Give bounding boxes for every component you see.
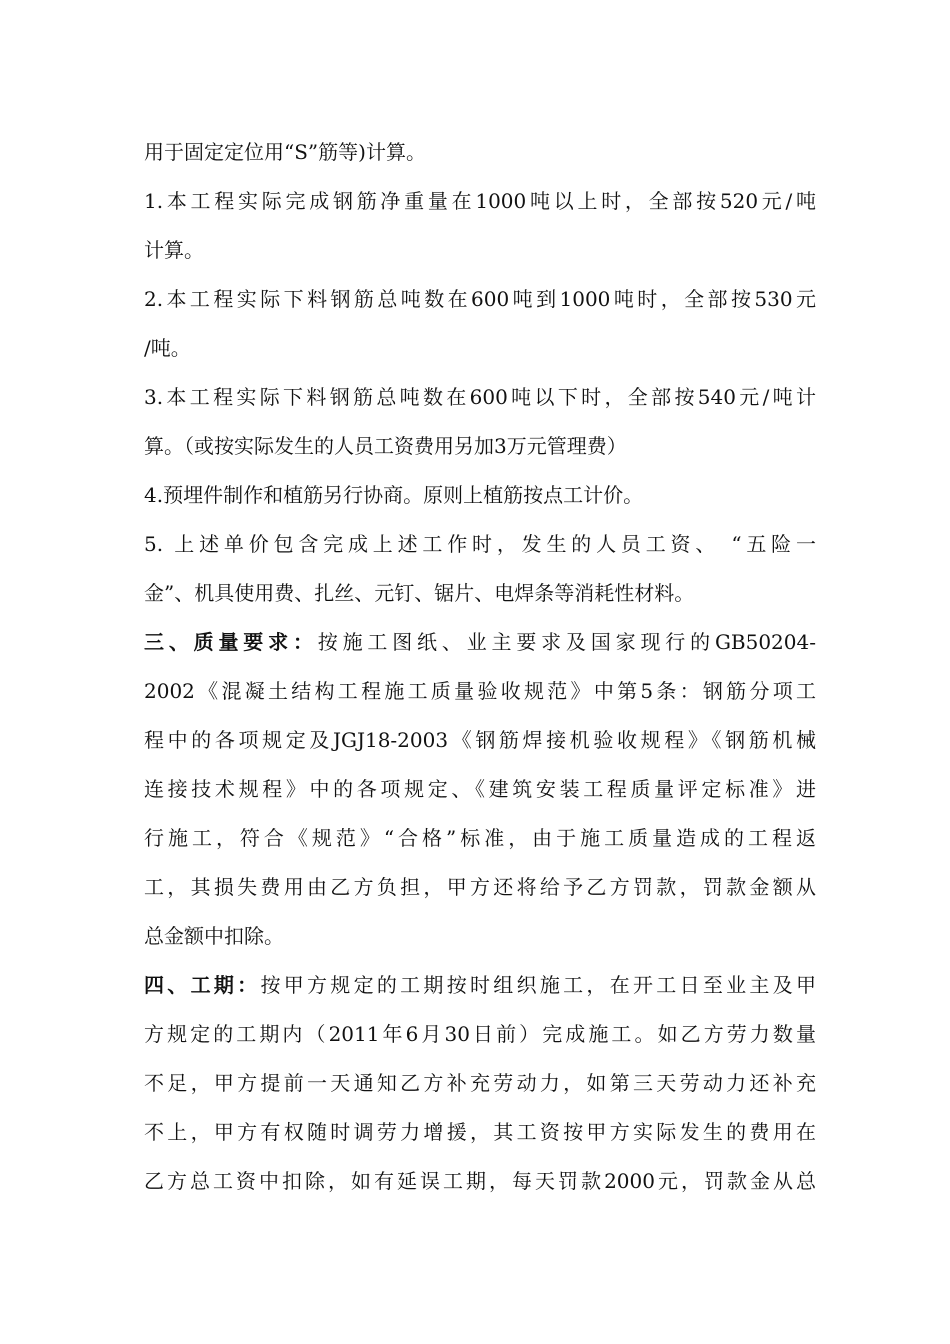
line-text: 3.本工程实际下料钢筋总吨数在600吨以下时，全部按540元/吨计 [144, 385, 816, 409]
section-heading: 三、质量要求： [144, 630, 318, 654]
document-line [144, 716, 816, 765]
document-line [144, 814, 816, 863]
document-line [144, 1157, 816, 1206]
line-text: 不上，甲方有权随时调劳力增援，其工资按甲方实际发生的费用在 [144, 1120, 816, 1144]
document-line [144, 569, 816, 618]
line-text: 不足，甲方提前一天通知乙方补充劳动力，如第三天劳动力还补充 [144, 1071, 816, 1095]
line-text: /吨。 [144, 336, 191, 360]
line-text: 用于固定定位用“S”筋等)计算。 [144, 140, 426, 164]
document-line [144, 226, 816, 275]
document-line [144, 863, 816, 912]
line-text: 程中的各项规定及JGJ18-2003《钢筋焊接机验收规程》《钢筋机械 [144, 728, 816, 752]
document-line [144, 177, 816, 226]
line-text: 5. 上述单价包含完成上述工作时，发生的人员工资、 “五险一 [144, 532, 816, 556]
line-text: 计算。 [144, 238, 204, 262]
document-line [144, 1010, 816, 1059]
document-line [144, 765, 816, 814]
line-text: 方规定的工期内（2011年6月30日前）完成施工。如乙方劳力数量 [144, 1022, 816, 1046]
line-text: 算。（或按实际发生的人员工资费用另加3万元管理费） [144, 434, 627, 458]
document-line [144, 618, 816, 667]
document-line [144, 324, 816, 373]
line-text: 1.本工程实际完成钢筋净重量在1000吨以上时，全部按520元/吨 [144, 189, 816, 213]
document-line [144, 275, 816, 324]
line-text: 2.本工程实际下料钢筋总吨数在600吨到1000吨时，全部按530元 [144, 287, 816, 311]
line-text: 金”、机具使用费、扎丝、元钉、锯片、电焊条等消耗性材料。 [144, 581, 695, 605]
document-line [144, 422, 816, 471]
line-text: 按施工图纸、业主要求及国家现行的GB50204- [317, 630, 816, 654]
section-heading: 四、工期： [144, 973, 261, 997]
line-text: 2002《混凝土结构工程施工质量验收规范》中第5条：钢筋分项工 [144, 679, 816, 703]
document-line [144, 1059, 816, 1108]
document-line [144, 373, 816, 422]
line-text: 总金额中扣除。 [144, 924, 284, 948]
document-line [144, 667, 816, 716]
line-text: 工，其损失费用由乙方负担，甲方还将给予乙方罚款，罚款金额从 [144, 875, 816, 899]
document-line [144, 1108, 816, 1157]
document-body [144, 128, 816, 1206]
line-text: 4.预埋件制作和植筋另行协商。原则上植筋按点工计价。 [144, 483, 644, 507]
document-line [144, 912, 816, 961]
document-line [144, 961, 816, 1010]
line-text: 行施工，符合《规范》“合格”标准，由于施工质量造成的工程返 [144, 826, 816, 850]
line-text: 按甲方规定的工期按时组织施工，在开工日至业主及甲 [260, 973, 816, 997]
line-text: 连接技术规程》中的各项规定、《建筑安装工程质量评定标准》进 [144, 777, 816, 801]
document-line [144, 128, 816, 177]
document-line [144, 471, 816, 520]
line-text: 乙方总工资中扣除，如有延误工期，每天罚款2000元，罚款金从总 [144, 1169, 816, 1193]
document-line [144, 520, 816, 569]
